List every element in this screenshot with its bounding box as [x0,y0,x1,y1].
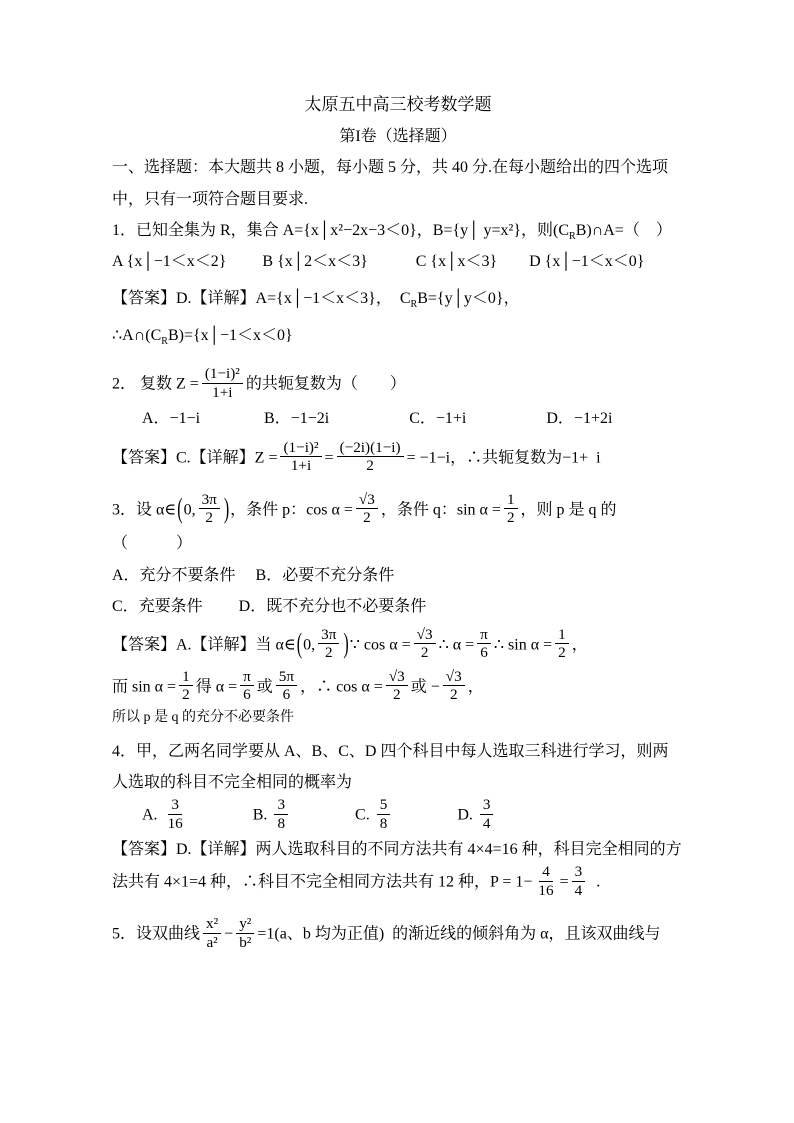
subscript: R [161,336,168,348]
text-run: A {x│−1＜x＜2} B {x│2＜x＜3} C {x│x＜3} D {x│−1＜x＜0} [112,252,645,270]
text-run: 【答案】A.【详解】当 α∈ [112,636,296,654]
text-run: B [417,290,428,308]
doc-title [112,88,684,121]
fraction: $\frac{1}{2}$ [555,626,569,662]
q1-answer-1 [112,283,684,314]
instructions [112,152,684,214]
section-title [112,121,684,152]
q4-options [112,798,684,834]
text-run: − [224,925,234,943]
fraction: $\frac{3\pi}{2}$ [318,626,339,662]
fraction: $\frac{(-2i)(1-i)}{2}$ [337,439,404,475]
q4-answer [112,834,684,901]
text-run: ∵ cos α = [349,636,411,654]
text-run: 得 α = [195,678,238,696]
q1-options [112,246,684,277]
text-run: 或 − [410,678,440,696]
text-run: ∴ α = [438,636,475,654]
fraction: $\frac{4}{16}$ [538,863,554,899]
q3-answer-2 [112,667,684,706]
text-run: )={x│−1＜x＜0} [178,327,293,345]
text-run: ，则 p 是 q 的（ ） [112,501,617,553]
q3-answer-3 [112,706,684,730]
text-run: C．充要条件 D．既不充分也不必要条件 [112,597,427,615]
fraction: $\frac{\text{(1−i)²}}{1+i}$ [202,365,243,401]
text-run: 或 [256,678,273,696]
fraction: $\frac{3}{4}$ [480,796,494,832]
text-run: = [324,449,334,467]
fraction: $\frac{√3}{2}$ [356,491,378,527]
fraction: $\frac{5}{8}$ [377,796,391,832]
q5-stem [112,917,684,953]
text-run: 太原五中高三校考数学题 [304,95,492,114]
text-run: ，条件 p：cos α = [230,501,353,519]
subscript: R [410,299,418,311]
text-run: ，∴ cos α = [300,678,383,696]
q1-answer-2 [112,320,684,351]
text-run: 0, [303,636,316,654]
text-run: 【答案】D.【详解】两人选取科目的不同方法共有 4×4=16 种，科目完全相同的方法共有 4×1=4 种，∴科目不完全相同方法共有 12 种，P = 1− [112,841,682,891]
fraction: $\frac{\pi}{6}$ [477,626,491,662]
fraction: $\frac{√3}{2}$ [414,626,436,662]
text-run: =1(a、b 均为正值) 的渐近线的倾斜角为 α，且该双曲线与 [257,925,661,943]
text-run: 【答案】D.【详解】A={x│−1＜x＜3}， [112,290,400,308]
q3-stem [112,490,684,560]
text-run: 【答案】C.【详解】Z = [112,449,278,467]
text-run: 2． 复数 Z = [112,376,199,394]
text-run: ={y│y＜0}， [427,290,520,308]
text-run: )∩A=（ ） [586,221,672,239]
text-run: . [588,873,601,891]
q1-stem [112,215,684,246]
text-run: A. [142,806,162,824]
text-run: D. [393,806,477,824]
text-run: B. [188,806,272,824]
text-run: A．充分不要条件 B．必要不充分条件 [112,566,395,584]
text-run: 3．设 α∈ [112,501,177,519]
fraction: $\frac{3}{8}$ [274,796,288,832]
text-run: 1．已知全集为 R，集合 A={x│x²−2x−3＜0}，B={y│ y=x²}，则( [112,221,559,239]
text-run: 一、选择题：本大题共 8 小题，每小题 5 分，共 40 分.在每小题给出的四个选项中，只有一项符合题目要求. [112,159,669,208]
text-run: 的共轭复数为（ ） [245,376,406,394]
q3-options-1 [112,560,684,591]
text-run: C. [291,806,374,824]
text-run: C [399,290,411,308]
fraction: $\frac{1}{2}$ [179,668,193,704]
text-run: 而 sin α = [112,678,177,696]
text-run: 所以 p 是 q 的充分不必要条件 [112,709,294,725]
text-run: C [150,327,162,345]
fraction: $\frac{\text{y²}}{\text{b²}}$ [236,915,254,951]
fraction: $\frac{1}{2}$ [504,491,518,527]
text-run: C [558,221,570,239]
text-run: ∴ sin α = [493,636,553,654]
q3-answer-1 [112,628,684,664]
text-run: 4．甲，乙两名同学要从 A、B、C、D 四个科目中每人选取三科进行学习，则两人选取的科目不完全相同的概率为 [112,742,669,791]
fraction: $\frac{\pi}{6}$ [240,668,254,704]
fraction: $\frac{√3}{2}$ [386,668,408,704]
text-run: B [575,221,587,239]
fraction: $\frac{\text{(1−i)²}}{1+i}$ [280,439,321,475]
text-run: 0, [183,501,196,519]
q2-answer [112,438,684,477]
fraction: $\frac{\text{x²}}{\text{a²}}$ [203,915,221,951]
text-run: ，条件 q：sin α = [380,501,501,519]
text-run: ∴A∩( [112,327,151,345]
text-run: A．−1−i B．−1−2i C．−1+i D．−1+2i [142,410,613,428]
text-run: 第I卷（选择题） [339,128,457,146]
big-parenthesis: ( [296,629,303,660]
text-run: ， [467,678,484,696]
q2-stem [112,367,684,403]
q2-options [112,403,684,434]
fraction: $\frac{3}{16}$ [167,796,183,832]
fraction: $\frac{√3}{2}$ [443,668,465,704]
big-parenthesis: ) [343,629,349,660]
text-run: 5．设双曲线 [112,925,201,943]
text-run: = [559,873,569,891]
q3-options-2 [112,591,684,622]
text-run: ， [571,636,588,654]
big-parenthesis: ) [223,494,230,525]
fraction: $\frac{3}{4}$ [572,863,586,899]
text-run: B [167,327,179,345]
fraction: $\frac{3\pi}{2}$ [199,491,220,527]
document-body [112,88,684,953]
fraction: $\frac{5\pi}{6}$ [276,668,297,704]
text-run: = −1−i，∴共轭复数为−1+ i [406,449,601,467]
q4-stem [112,736,684,798]
subscript: R [569,230,576,242]
big-parenthesis: ( [177,494,183,525]
